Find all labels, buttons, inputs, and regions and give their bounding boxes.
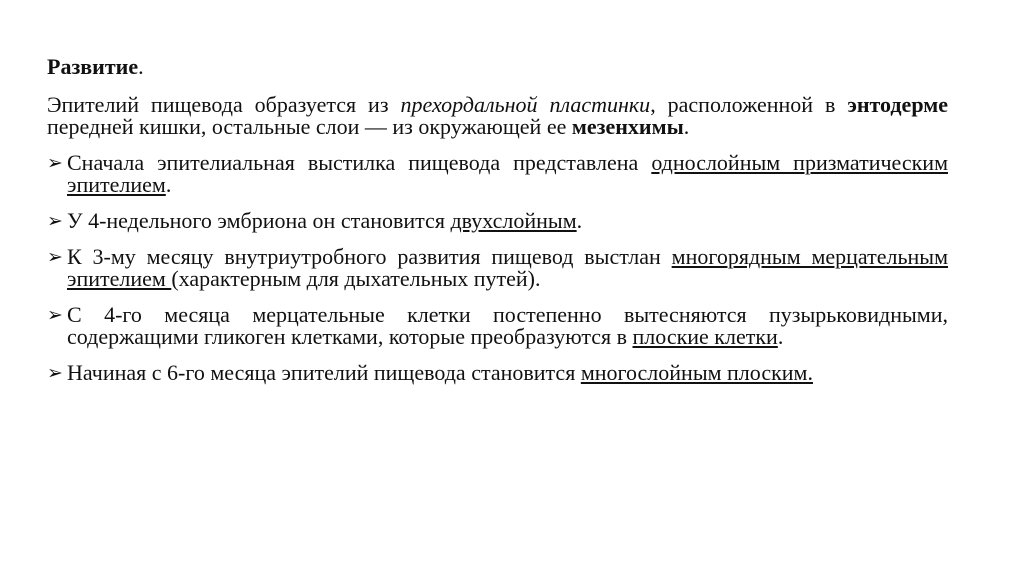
bullet-text: С 4-го месяца мерцательные клетки постепенно вытесняются пузырьковидными, содержащими гликоген клетками, которые преобразуются в <box>67 302 948 349</box>
bullet-item-5 <box>47 362 948 384</box>
section-heading-text: Развитие <box>47 54 139 79</box>
bullet-text: Сначала эпителиальная выстилка пищевода представлена <box>67 150 652 175</box>
intro-text-1: Эпителий пищевода образуется из <box>47 92 401 117</box>
bullet-item-1 <box>47 152 948 196</box>
bullet-underlined-term: плоские клетки <box>632 324 778 349</box>
arrow-bullet-icon: ➢ <box>47 362 63 384</box>
section-heading <box>47 54 948 80</box>
bullet-text: К 3-му месяцу внутриутробного развития пищевод выстлан <box>67 244 672 269</box>
intro-text-3: передней кишки, остальные слои — из окружающей ее <box>47 114 572 139</box>
intro-term-mesenchyme: мезенхимы <box>571 114 684 139</box>
bullet-underlined-term: двухслойным <box>450 208 577 233</box>
arrow-bullet-icon: ➢ <box>47 210 63 232</box>
bullet-text: У 4-недельного эмбриона он становится <box>67 208 451 233</box>
slide-content <box>47 54 948 398</box>
intro-term-endoderm: энтодерме <box>847 92 948 117</box>
arrow-bullet-icon: ➢ <box>47 304 63 326</box>
arrow-bullet-icon: ➢ <box>47 246 63 268</box>
intro-text-4: . <box>683 114 690 139</box>
bullet-underlined-term: однослойным призматическим эпителием <box>67 150 948 197</box>
bullet-underlined-term: многорядным мерцательным эпителием <box>67 244 948 291</box>
arrow-bullet-icon: ➢ <box>47 152 63 174</box>
bullet-underlined-term: многослойным плоским. <box>580 360 813 385</box>
bullet-item-2 <box>47 210 948 232</box>
intro-paragraph <box>47 94 948 138</box>
intro-text-2: , расположенной в <box>650 92 848 117</box>
bullet-item-3 <box>47 246 948 290</box>
section-heading-period: . <box>138 54 144 79</box>
bullet-text: Начиная с 6-го месяца эпителий пищевода становится <box>67 360 581 385</box>
bullet-tail: . <box>576 208 583 233</box>
bullet-tail: . <box>777 324 784 349</box>
bullet-tail: . <box>165 172 172 197</box>
bullet-item-4 <box>47 304 948 348</box>
bullet-tail: (характерным для дыхательных путей). <box>171 266 541 291</box>
intro-term-prechordal-plate: прехордальной пластинки <box>400 92 651 117</box>
